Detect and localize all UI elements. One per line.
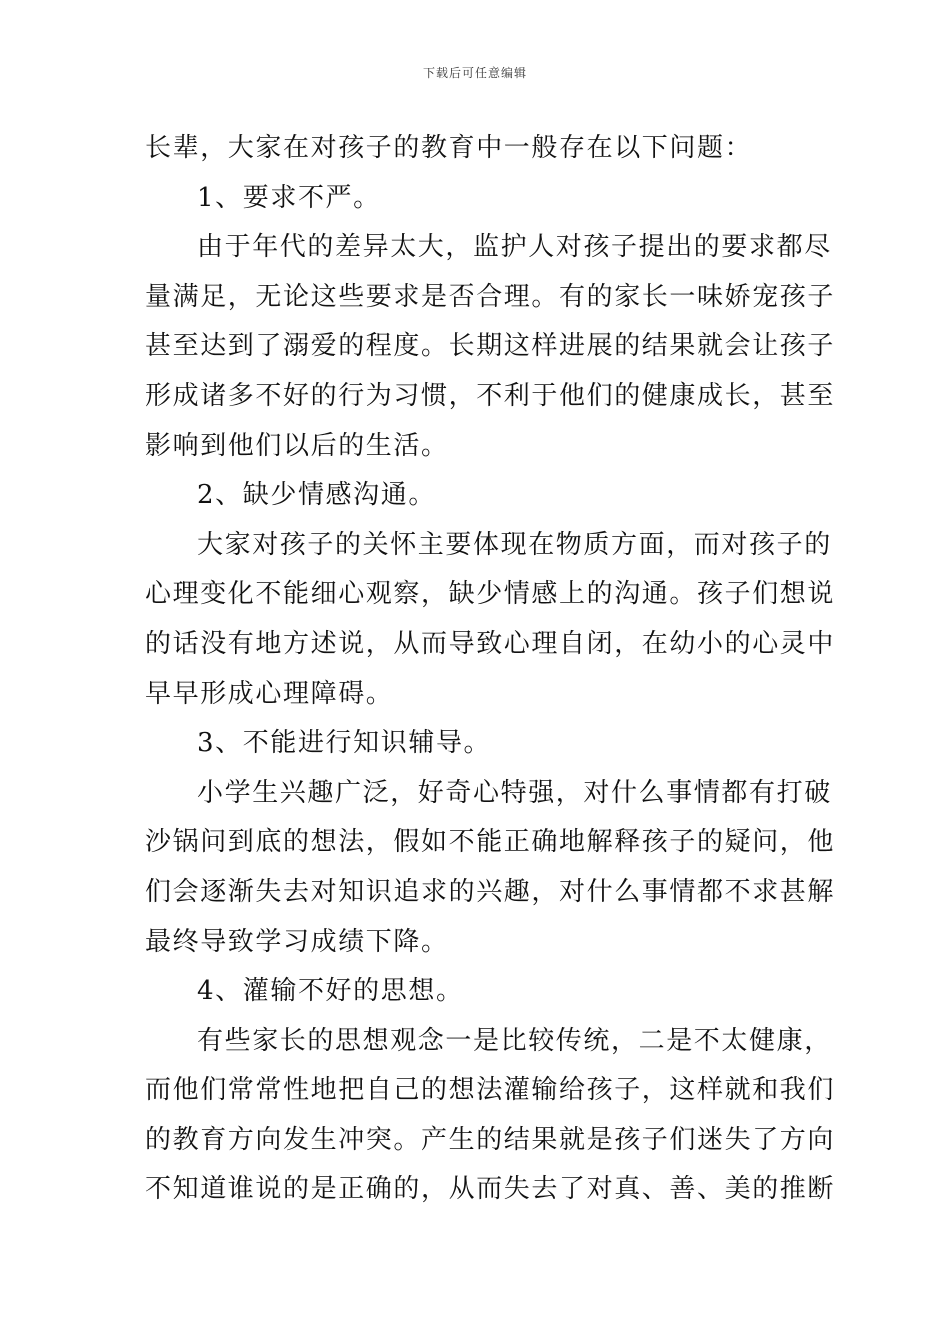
- text-line: 们会逐渐失去对知识追求的兴趣，对什么事情都不求甚解: [145, 876, 836, 907]
- heading-ideas: 4、灌输不好的思想。: [197, 976, 464, 1007]
- text-line: 沙锅问到底的想法，假如不能正确地解释孩子的疑问，他: [145, 827, 836, 858]
- text-line: 长辈，大家在对孩子的教育中一般存在以下问题：: [145, 133, 753, 163]
- text-line: 早早形成心理障碍。: [145, 678, 394, 709]
- text-line: 心理变化不能细心观察，缺少情感上的沟通。孩子们想说: [145, 579, 836, 610]
- text-line: 小学生兴趣广泛，好奇心特强，对什么事情都有打破: [197, 777, 832, 808]
- document-body: [145, 124, 836, 1215]
- text-line: 的教育方向发生冲突。产生的结果就是孩子们迷失了方向: [145, 1124, 836, 1155]
- text-line: 大家对孩子的关怀主要体现在物质方面，而对孩子的: [197, 529, 832, 560]
- heading-communication: 2、缺少情感沟通。: [197, 480, 436, 511]
- heading-requirement: 1、要求不严。: [197, 182, 381, 213]
- heading-tutoring: 3、不能进行知识辅导。: [197, 728, 492, 759]
- page-header: 下载后可任意编辑: [422, 66, 527, 80]
- text-line: 影响到他们以后的生活。: [145, 430, 449, 461]
- text-line: 由于年代的差异太大，监护人对孩子提出的要求都尽: [197, 232, 832, 263]
- text-line: 最终导致学习成绩下降。: [145, 926, 449, 957]
- text-line: 而他们常常性地把自己的想法灌输给孩子，这样就和我们: [145, 1075, 836, 1106]
- text-line: 的话没有地方述说，从而导致心理自闭，在幼小的心灵中: [145, 628, 836, 659]
- text-line: 形成诸多不好的行为习惯，不利于他们的健康成长，甚至: [145, 380, 836, 411]
- text-line: 不知道谁说的是正确的，从而失去了对真、善、美的推断: [145, 1174, 836, 1205]
- text-line: 有些家长的思想观念一是比较传统，二是不太健康，: [197, 1025, 832, 1056]
- text-line: 量满足，无论这些要求是否合理。有的家长一味娇宠孩子: [145, 281, 836, 312]
- text-line: 甚至达到了溺爱的程度。长期这样进展的结果就会让孩子: [145, 331, 836, 362]
